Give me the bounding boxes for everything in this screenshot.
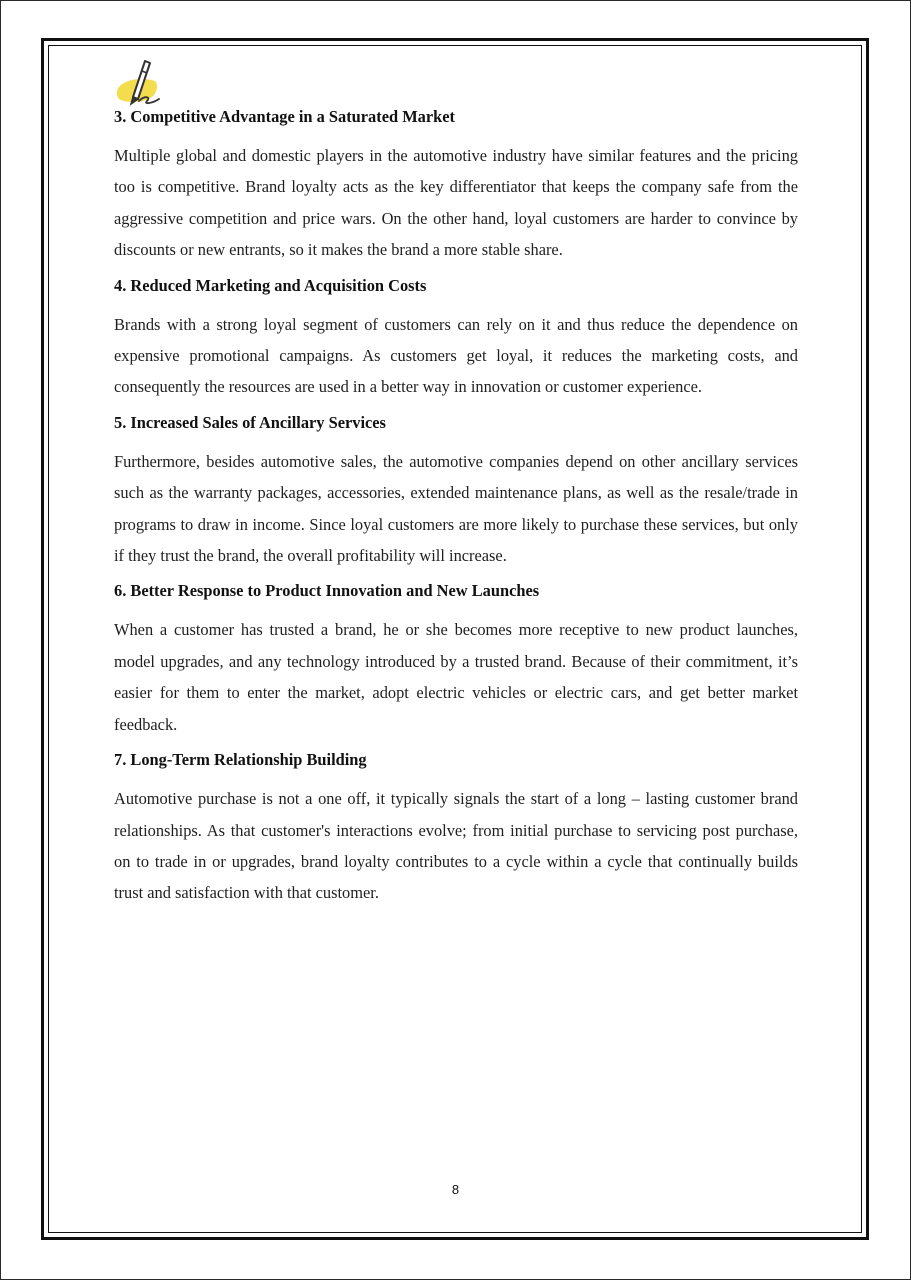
section-5 — [114, 412, 798, 572]
section-heading: 3. Competitive Advantage in a Saturated Market — [114, 107, 455, 126]
section-paragraph: Multiple global and domestic players in the automotive industry have similar features and the pricing too is competitive. Brand loyalty acts as the key differentiator that keeps the company safe from the aggressive competition and price wars. On the other hand, loyal customers are harder to convince by discounts or new entrants, so it makes the brand a more stable share. — [114, 146, 798, 260]
section-paragraph: Brands with a strong loyal segment of customers can rely on it and thus reduce the dependence on expensive promotional campaigns. As customers get loyal, it reduces the marketing costs, and consequently the resources are used in a better way in innovation or customer experience. — [114, 314, 798, 397]
section-7 — [114, 749, 798, 909]
section-6 — [114, 580, 798, 740]
section-heading: 7. Long-Term Relationship Building — [114, 750, 367, 770]
section-paragraph: Furthermore, besides automotive sales, the automotive companies depend on other ancillary services such as the warranty packages, accessories, extended maintenance plans, as well as the resale/trade in programs to draw in income. Since loyal customers are more likely to purchase these services, but only if they trust the brand, the overall profitability will increase. — [114, 451, 798, 566]
section-paragraph: When a customer has trusted a brand, he or she becomes more receptive to new product launches, model upgrades, and any technology introduced by a trusted brand. Because of their commitment, it’s easier for them to enter the market, adopt electric vehicles or electric cars, and get better market feedback. — [114, 620, 798, 734]
section-heading: 4. Reduced Marketing and Acquisition Costs — [114, 275, 427, 295]
page-number: 8 — [451, 1182, 460, 1197]
section-paragraph: Automotive purchase is not a one off, it typically signals the start of a long – lasting customer brand relationships. As that customer's interactions evolve; from initial purchase to servicing post purchase, on to trade in or upgrades, brand loyalty contributes to a cycle within a cycle that continually builds trust and satisfaction with that customer. — [114, 789, 798, 903]
section-heading: 6. Better Response to Product Innovation and New Launches — [114, 581, 540, 601]
section-4 — [114, 275, 798, 403]
pen-writing-icon — [113, 57, 169, 109]
document-body — [114, 104, 798, 918]
section-heading: 5. Increased Sales of Ancillary Services — [114, 412, 386, 432]
section-3 — [114, 106, 798, 266]
